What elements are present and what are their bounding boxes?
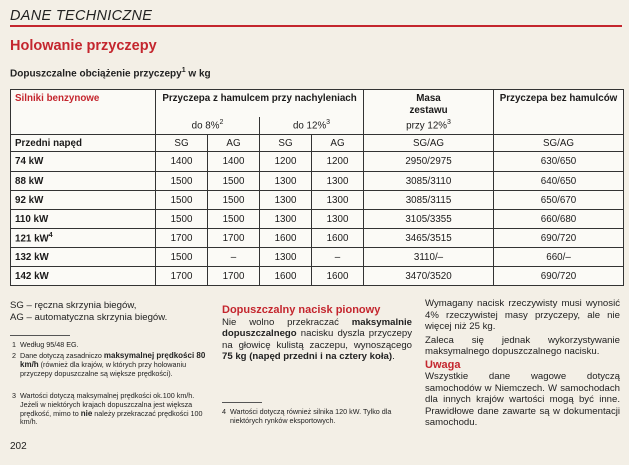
gearbox-legend: SG – ręczna skrzynia biegów, AG – automatyczna skrzynia biegów. xyxy=(10,300,168,323)
section-title: DANE TECHNICZNE xyxy=(10,8,158,24)
mass-header: Masa zestawu przy 12%$^3$ xyxy=(364,90,494,135)
table-cell: 660/680 xyxy=(494,210,624,229)
warning-text: Wszystkie dane wagowe dotyczą samochodów w Niemczech. W samochodach dla innych krajów wartości mogą być inne. Prawidłowe dane zawarte są w dokumentacji samochodu. xyxy=(425,371,620,428)
table-cell: 1300 xyxy=(260,210,312,229)
recommendation-text: Zaleca się jednak wykorzystywanie maksymalnego dopuszczalnego nacisku. xyxy=(425,334,620,357)
table-cell: 1200 xyxy=(260,152,312,172)
table-cell: 3110/– xyxy=(364,248,494,267)
table-cell: 3085/3110 xyxy=(364,172,494,191)
engine-label: 142 kW xyxy=(11,267,156,286)
sub-header: AG xyxy=(208,135,260,152)
table-cell: 660/– xyxy=(494,248,624,267)
engine-label: 74 kW xyxy=(11,152,156,172)
table-cell: 2950/2975 xyxy=(364,152,494,172)
table-cell: 1500 xyxy=(208,191,260,210)
table-row xyxy=(11,248,624,267)
engine-label: 132 kW xyxy=(11,248,156,267)
header-rule xyxy=(10,25,622,27)
footnote-2: 2 Dane dotyczą zasadniczo maksymalnej prędkości 80 km/h (również dla krajów, w których przy holowaniu przyczepy dopuszczalne są większe prędkości). xyxy=(12,351,206,378)
actual-load-text: Wymagany nacisk rzeczywisty musi wynosić 4% rzeczywistej masy przyczepy, ale nie więcej niż 25 kg. xyxy=(425,298,620,332)
table-cell: 1400 xyxy=(156,152,208,172)
braked-header: Przyczepa z hamulcem przy nachyleniach xyxy=(156,90,364,117)
engine-label: 110 kW xyxy=(11,210,156,229)
sub-header: SG xyxy=(260,135,312,152)
table-cell: 690/720 xyxy=(494,229,624,248)
right-column xyxy=(425,298,620,429)
footnote-rule xyxy=(222,402,262,403)
table-cell: 1500 xyxy=(156,248,208,267)
table-cell: 1600 xyxy=(260,267,312,286)
page-heading: Holowanie przyczepy xyxy=(10,38,157,54)
table-cell: 1300 xyxy=(312,172,364,191)
table-cell: 1300 xyxy=(260,172,312,191)
table-cell: 1500 xyxy=(208,172,260,191)
engine-header: Silniki benzynowe xyxy=(11,90,156,135)
table-cell: 1300 xyxy=(312,191,364,210)
table-cell: 1500 xyxy=(208,210,260,229)
table-cell: 1200 xyxy=(312,152,364,172)
table-cell: 1500 xyxy=(156,172,208,191)
grade-12-label: do 12%$^3$ xyxy=(260,117,364,135)
engine-label: 121 $kW^4$ xyxy=(11,229,156,248)
table-cell: 1300 xyxy=(260,191,312,210)
sub-header: AG xyxy=(312,135,364,152)
sub-header: SG/AG xyxy=(364,135,494,152)
table-cell: 1600 xyxy=(260,229,312,248)
tongue-load-section xyxy=(222,305,412,363)
unbraked-header: Przyczepa bez hamulców xyxy=(494,90,624,135)
table-row xyxy=(11,191,624,210)
table-cell: 1500 xyxy=(156,191,208,210)
table-cell: 1700 xyxy=(208,267,260,286)
table-row xyxy=(11,152,624,172)
tongue-load-text: Nie wolno przekraczać maksymalnie dopuszczalnego nacisku dyszla przyczepy na głowicę kulistą zaczepu, wynoszącego 75 kg (napęd przedni i na cztery koła). xyxy=(222,316,412,362)
table-cell: 1300 xyxy=(260,248,312,267)
table-cell: 690/720 xyxy=(494,267,624,286)
table-cell: 1300 xyxy=(312,210,364,229)
table-cell: 1600 xyxy=(312,229,364,248)
table-cell: 1500 xyxy=(156,210,208,229)
table-cell: 1700 xyxy=(156,267,208,286)
table-cell: 3085/3115 xyxy=(364,191,494,210)
table-caption: Dopuszczalne obciążenie przyczepy$^1$ w kg xyxy=(10,67,211,80)
table-cell: 3470/3520 xyxy=(364,267,494,286)
table-caption-sup: 1 xyxy=(181,67,186,74)
footnote-3: 3 Wartości dotyczą maksymalnej prędkości ok.100 km/h. Jeżeli w niektórych krajach dopuszczalna jest większa prędkość, mimo to nie należy przekraczać prędkości 100 km/h. xyxy=(12,391,203,427)
table-cell: 1600 xyxy=(312,267,364,286)
table-cell: – xyxy=(312,248,364,267)
table-row xyxy=(11,229,624,248)
table-cell: 3465/3515 xyxy=(364,229,494,248)
drive-label: Przedni napęd xyxy=(11,135,156,152)
page-number: 202 xyxy=(10,441,27,452)
sub-header: SG xyxy=(156,135,208,152)
section-header xyxy=(10,8,622,30)
table-row xyxy=(11,210,624,229)
grade-8-label: do 8%$^2$ xyxy=(156,117,260,135)
footnote-1: 1 Według 95/48 EG. xyxy=(12,340,79,349)
table-cell: 1400 xyxy=(208,152,260,172)
table-cell: 640/650 xyxy=(494,172,624,191)
table-cell: 1700 xyxy=(208,229,260,248)
table-cell: – xyxy=(208,248,260,267)
table-cell: 1700 xyxy=(156,229,208,248)
footnote-4: 4 Wartości dotyczą również silnika 120 kW. Tylko dla niektórych rynków eksportowych. xyxy=(222,407,392,425)
trailer-load-table xyxy=(10,89,624,286)
table-cell: 630/650 xyxy=(494,152,624,172)
engine-label: 88 kW xyxy=(11,172,156,191)
table-row xyxy=(11,172,624,191)
engine-label: 92 kW xyxy=(11,191,156,210)
tongue-load-title: Dopuszczalny nacisk pionowy xyxy=(222,304,381,316)
table-row xyxy=(11,267,624,286)
footnote-rule xyxy=(10,335,70,336)
warning-title: Uwaga xyxy=(425,358,461,371)
table-cell: 650/670 xyxy=(494,191,624,210)
table-cell: 3105/3355 xyxy=(364,210,494,229)
sub-header: SG/AG xyxy=(494,135,624,152)
